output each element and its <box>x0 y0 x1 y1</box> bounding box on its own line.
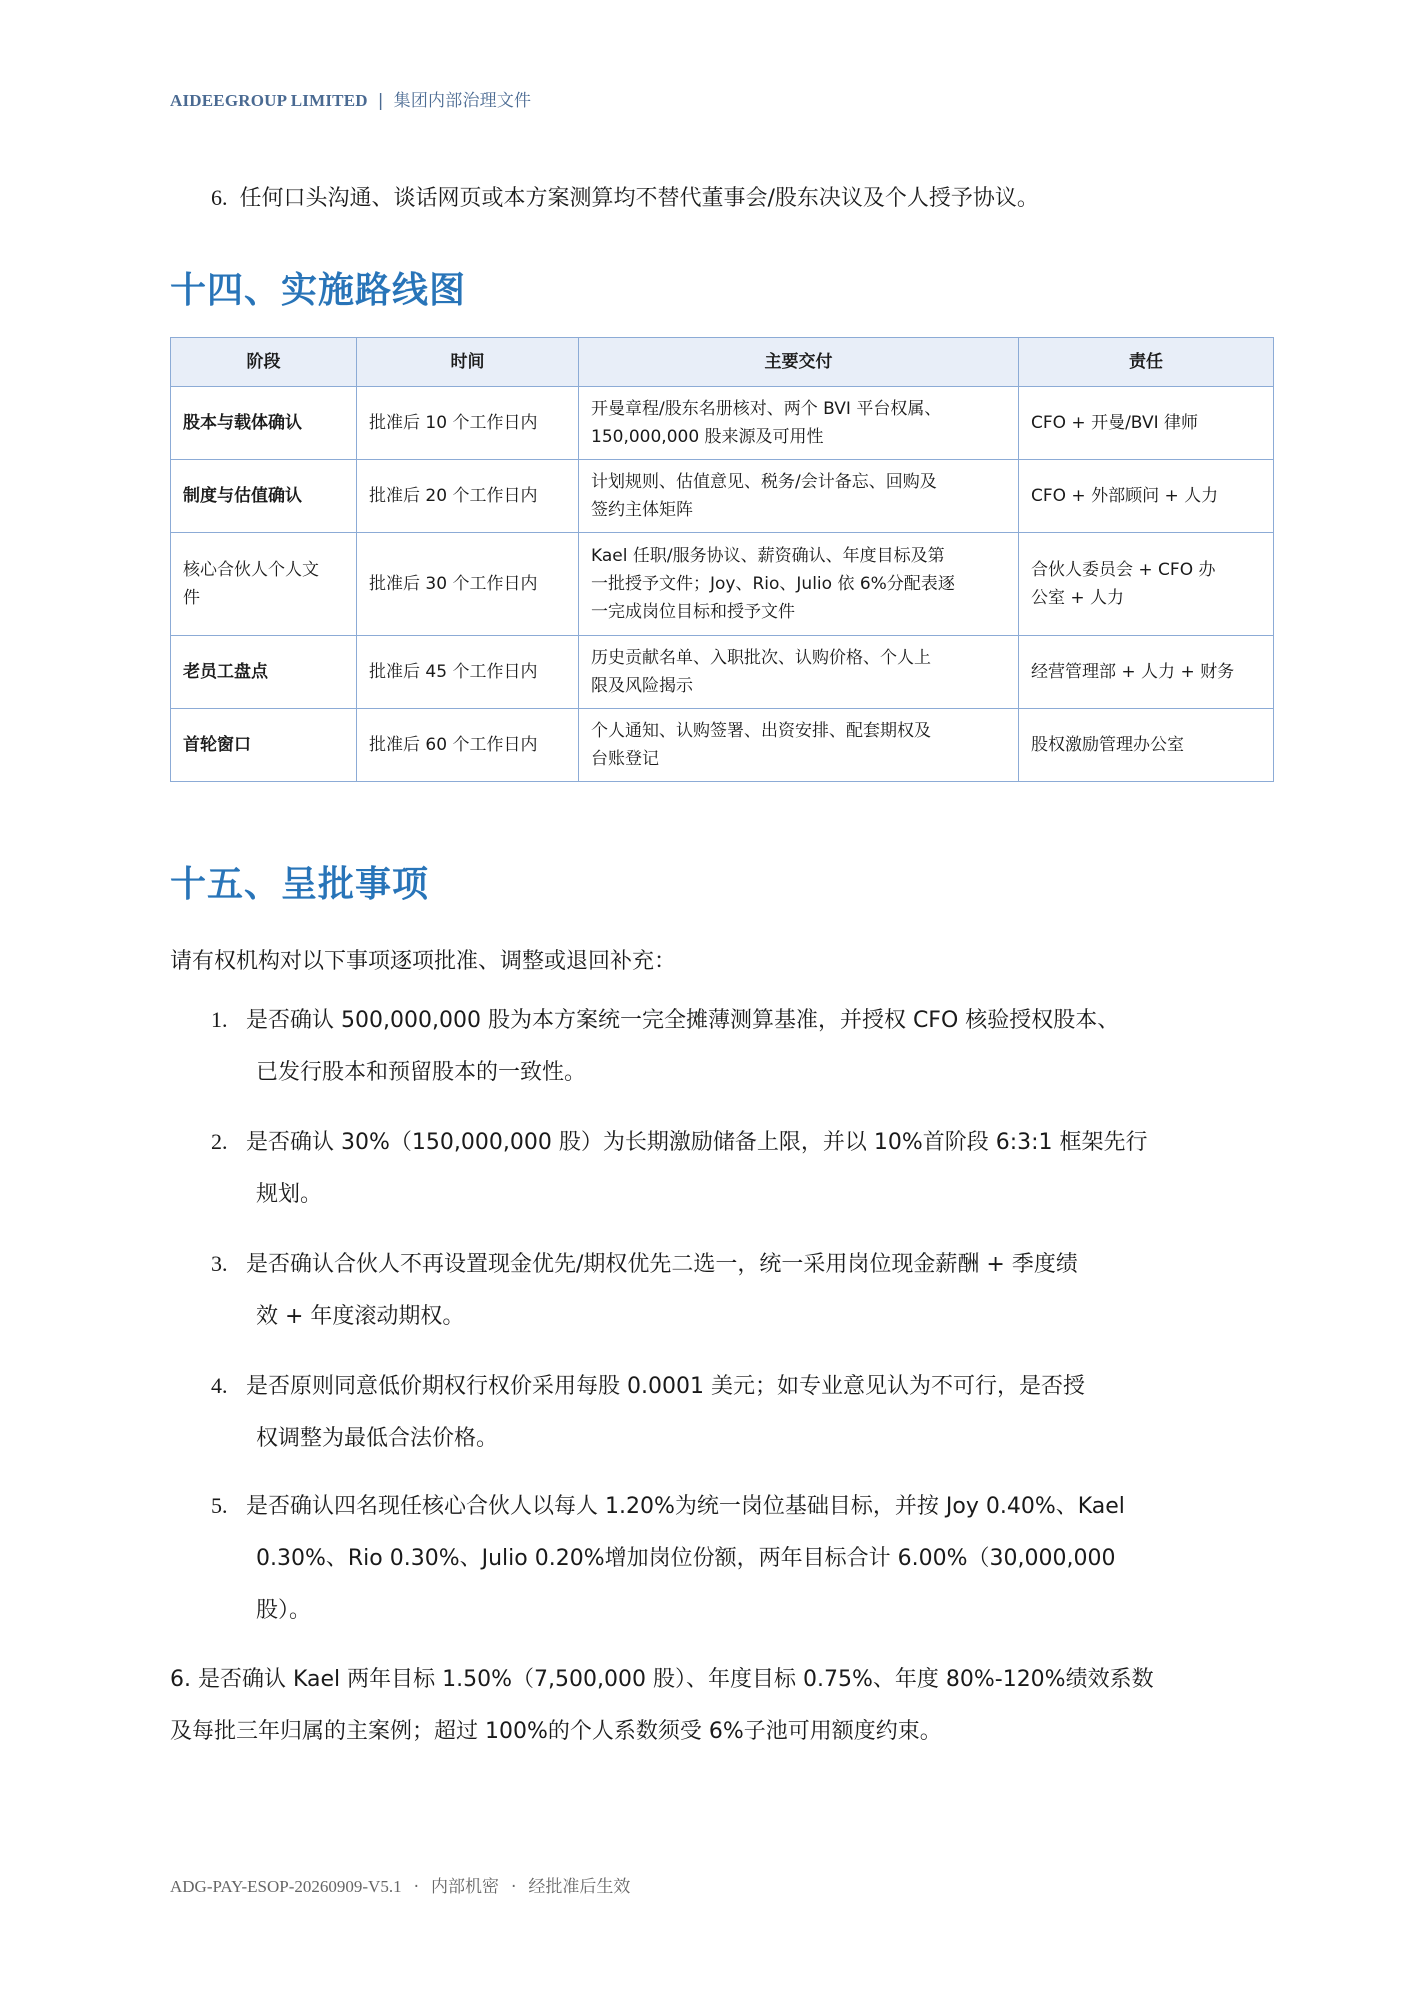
effective-label: 经批准后生效 <box>528 1877 631 1897</box>
list-line: 是否原则同意低价期权行权价采用每股 0.0001 美元；如专业意见认为不可行，是否授 <box>246 1374 1085 1399</box>
deliverable-cell <box>579 387 1019 460</box>
list-line: 是否确认合伙人不再设置现金优先/期权优先二选一，统一采用岗位现金薪酬 + 季度绩 <box>246 1252 1078 1277</box>
time-cell: 批准后 30 个工作日内 <box>357 533 579 636</box>
time-cell: 批准后 45 个工作日内 <box>357 636 579 709</box>
list-line: 规划。 <box>256 1182 323 1207</box>
deliverable-cell <box>579 636 1019 709</box>
deliverable-line: 限及风险揭示 <box>591 676 693 696</box>
table-row <box>171 636 1274 709</box>
table-row <box>171 533 1274 636</box>
section-15-intro: 请有权机构对以下事项逐项批准、调整或退回补充： <box>170 949 677 974</box>
list-number: 3. <box>211 1251 228 1276</box>
owner-line: 合伙人委员会 + CFO 办 <box>1031 559 1216 580</box>
stage-cell <box>171 533 357 636</box>
deliverable-line: 开曼章程/股东名册核对、两个 BVI 平台权属、 <box>591 398 942 419</box>
deliverable-line: 历史贡献名单、入职批次、认购价格、个人上 <box>591 647 931 668</box>
list-line: 权调整为最低合法价格。 <box>256 1426 499 1451</box>
deliverable-line: 台账登记 <box>591 749 659 769</box>
list-number: 6. <box>211 185 228 210</box>
owner-cell: 股权激励管理办公室 <box>1019 709 1274 782</box>
list-item <box>211 1116 1241 1221</box>
list-text: 任何口头沟通、谈话网页或本方案测算均不替代董事会/股东决议及个人授予协议。 <box>239 186 1039 211</box>
deliverable-line: 一批授予文件；Joy、Rio、Julio 依 6%分配表逐 <box>591 573 955 594</box>
time-cell: 批准后 60 个工作日内 <box>357 709 579 782</box>
list-line: 是否确认 30%（150,000,000 股）为长期激励储备上限，并以 10%首阶段 6:3:1 框架先行 <box>246 1130 1148 1155</box>
document-type: 集团内部治理文件 <box>393 91 532 111</box>
item-6-paragraph <box>170 1654 1260 1758</box>
deliverable-line: Kael 任职/服务协议、薪资确认、年度目标及第 <box>591 545 945 566</box>
owner-cell: 经营管理部 + 人力 + 财务 <box>1019 636 1274 709</box>
owner-cell: CFO + 外部顾问 + 人力 <box>1019 460 1274 533</box>
owner-line: 公室 + 人力 <box>1031 588 1125 608</box>
stage-line: 核心合伙人个人文 <box>183 559 319 580</box>
deliverable-cell <box>579 460 1019 533</box>
deliverable-line: 一完成岗位目标和授予文件 <box>591 602 795 623</box>
list-line: 已发行股本和预留股本的一致性。 <box>256 1060 587 1085</box>
confidential-label: 内部机密 <box>430 1877 499 1897</box>
list-line: 效 + 年度滚动期权。 <box>256 1304 465 1329</box>
list-item <box>211 994 1241 1099</box>
deliverable-cell <box>579 709 1019 782</box>
time-cell: 批准后 10 个工作日内 <box>357 387 579 460</box>
list-number: 4. <box>211 1373 228 1398</box>
table-header-row <box>171 338 1274 387</box>
table-row <box>171 387 1274 460</box>
deliverable-line: 150,000,000 股来源及可用性 <box>591 427 824 447</box>
footer-separator: · <box>413 1877 419 1897</box>
list-line: 是否确认四名现任核心合伙人以每人 1.20%为统一岗位基础目标，并按 Joy 0.40%、Kael <box>246 1494 1125 1519</box>
list-line: 股）。 <box>256 1598 312 1623</box>
roadmap-table <box>170 337 1274 782</box>
stage-cell: 首轮窗口 <box>171 709 357 782</box>
deliverable-cell <box>579 533 1019 636</box>
list-number: 1. <box>211 1007 228 1032</box>
owner-cell: CFO + 开曼/BVI 律师 <box>1019 387 1274 460</box>
list-item <box>211 1360 1241 1465</box>
column-header: 时间 <box>357 338 579 387</box>
deliverable-line: 个人通知、认购签署、出资安排、配套期权及 <box>591 720 931 741</box>
owner-cell <box>1019 533 1274 636</box>
column-header: 责任 <box>1019 338 1274 387</box>
paragraph-line: 6. 是否确认 Kael 两年目标 1.50%（7,500,000 股）、年度目标 0.75%、年度 80%-120%绩效系数 <box>170 1667 1154 1692</box>
list-line: 是否确认 500,000,000 股为本方案统一完全摊薄测算基准，并授权 CFO 核验授权股本、 <box>246 1008 1120 1033</box>
list-line: 0.30%、Rio 0.30%、Julio 0.20%增加岗位份额，两年目标合计 6.00%（30,000,000 <box>256 1546 1116 1571</box>
paragraph-line: 及每批三年归属的主案例；超过 100%的个人系数须受 6%子池可用额度约束。 <box>170 1719 942 1744</box>
page-header <box>170 86 531 111</box>
deliverable-line: 签约主体矩阵 <box>591 500 693 520</box>
time-cell: 批准后 20 个工作日内 <box>357 460 579 533</box>
table-row <box>171 460 1274 533</box>
section-15-title: 十五、呈批事项 <box>170 864 430 905</box>
stage-cell: 老员工盘点 <box>171 636 357 709</box>
company-name: AIDEEGROUP LIMITED <box>170 91 368 110</box>
stage-cell: 制度与估值确认 <box>171 460 357 533</box>
header-separator: | <box>377 91 384 111</box>
document-code: ADG-PAY-ESOP-20260909-V5.1 <box>170 1877 402 1896</box>
stage-line: 件 <box>183 588 200 608</box>
previous-list-item <box>211 181 1039 212</box>
page-footer <box>170 1872 630 1897</box>
table-row <box>171 709 1274 782</box>
section-14-title: 十四、实施路线图 <box>170 270 467 311</box>
deliverable-line: 计划规则、估值意见、税务/会计备忘、回购及 <box>591 471 937 492</box>
stage-cell: 股本与载体确认 <box>171 387 357 460</box>
column-header: 阶段 <box>171 338 357 387</box>
list-item <box>211 1480 1241 1637</box>
list-item <box>211 1238 1241 1343</box>
list-number: 5. <box>211 1493 228 1518</box>
column-header: 主要交付 <box>579 338 1019 387</box>
footer-separator: · <box>510 1877 517 1897</box>
list-number: 2. <box>211 1129 228 1154</box>
